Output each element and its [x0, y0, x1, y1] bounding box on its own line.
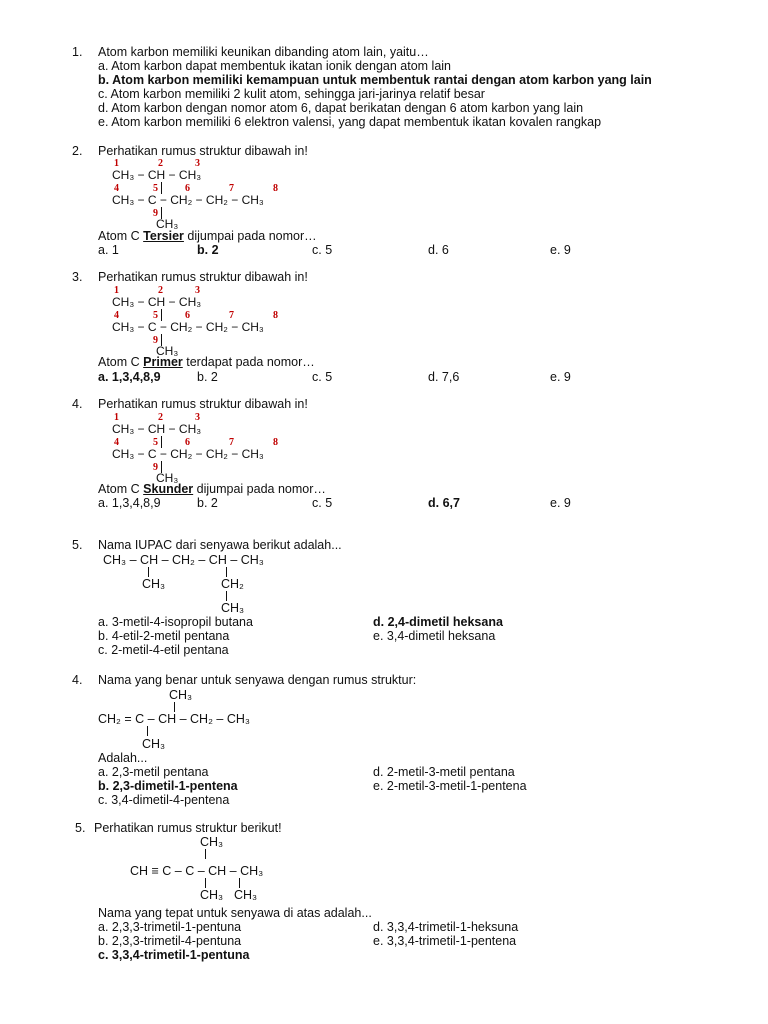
- option-c: c. 5: [312, 496, 333, 510]
- question-ask: Atom C Tersier dijumpai pada nomor…: [98, 229, 317, 243]
- carbon-number: 3: [195, 412, 200, 423]
- structure-row-2: CH₃ − C − CH₂ − CH₂ − CH₃: [112, 447, 264, 461]
- carbon-number: 8: [273, 310, 278, 321]
- carbon-number: 2: [158, 412, 163, 423]
- carbon-number: 9: [153, 208, 158, 219]
- option-a: a. 3-metil-4-isopropil butana: [98, 615, 253, 629]
- option-c-answer: c. 3,3,4-trimetil-1-pentuna: [98, 948, 250, 962]
- option-b-answer: b. Atom karbon memiliki kemampuan untuk membentuk rantai dengan atom karbon yang lain: [98, 73, 652, 87]
- option-c: c. 5: [312, 243, 333, 257]
- option-d: d. Atom karbon dengan nomor atom 6, dapat berikatan dengan 6 atom karbon yang lain: [98, 101, 584, 115]
- option-e: e. 9: [550, 243, 571, 257]
- carbon-number: 2: [158, 158, 163, 169]
- carbon-number: 5: [153, 183, 158, 194]
- question-number: 5.: [72, 538, 83, 552]
- option-b: b. 2: [197, 370, 218, 384]
- question-ask: Atom C Skunder dijumpai pada nomor…: [98, 482, 326, 496]
- option-a: a. 1: [98, 243, 119, 257]
- option-e: e. Atom karbon memiliki 6 elektron valensi, yang dapat membentuk ikatan kovalen rangkap: [98, 115, 602, 129]
- structure-row-1: CH₃ − CH − CH₃: [112, 295, 202, 309]
- bond-line: [205, 849, 206, 859]
- question-text: Perhatikan rumus struktur berikut!: [94, 821, 282, 835]
- structure-row-3: CH₃: [156, 471, 179, 485]
- carbon-number: 7: [229, 437, 234, 448]
- option-a: a. 1,3,4,8,9: [98, 496, 161, 510]
- substituent-bottom: CH₃: [234, 888, 258, 902]
- carbon-number: 5: [153, 310, 158, 321]
- substituent: CH₂: [221, 577, 244, 591]
- bond-line: [239, 878, 240, 888]
- option-d: d. 6: [428, 243, 449, 257]
- option-a: a. 2,3,3-trimetil-1-pentuna: [98, 920, 242, 934]
- bond-line: [205, 878, 206, 888]
- option-c: c. Atom karbon memiliki 2 kulit atom, sehingga jari-jarinya relatif besar: [98, 87, 485, 101]
- question-number: 4.: [72, 397, 83, 411]
- option-b: b. 2,3,3-trimetil-4-pentuna: [98, 934, 242, 948]
- structure-row-3: CH₃: [156, 344, 179, 358]
- question-text: Atom karbon memiliki keunikan dibanding atom lain, yaitu…: [98, 45, 429, 59]
- carbon-number: 8: [273, 183, 278, 194]
- bond-line: [226, 591, 227, 601]
- carbon-number: 6: [185, 437, 190, 448]
- option-b-answer: b. 2,3-dimetil-1-pentena: [98, 779, 238, 793]
- bond-line: [174, 702, 175, 712]
- substituent-top: CH₃: [169, 688, 193, 702]
- option-e: e. 3,3,4-trimetil-1-pentena: [373, 934, 517, 948]
- structure-row-3: CH₃: [156, 217, 179, 231]
- carbon-number: 1: [114, 412, 119, 423]
- bond-line: [226, 567, 227, 577]
- carbon-number: 8: [273, 437, 278, 448]
- option-d: d. 7,6: [428, 370, 460, 384]
- option-a: a. 2,3-metil pentana: [98, 765, 209, 779]
- question-text: Perhatikan rumus struktur dibawah in!: [98, 397, 308, 411]
- option-a: a. Atom karbon dapat membentuk ikatan ionik dengan atom lain: [98, 59, 451, 73]
- structure-chain: CH₃ – CH – CH₂ – CH – CH₃: [103, 553, 264, 567]
- question-number: 2.: [72, 144, 83, 158]
- carbon-number: 4: [114, 183, 119, 194]
- carbon-number: 6: [185, 183, 190, 194]
- substituent: CH₃: [221, 601, 245, 615]
- question-number: 5.: [75, 821, 86, 835]
- question-number: 3.: [72, 270, 83, 284]
- substituent-bottom: CH₃: [200, 888, 224, 902]
- bond-line: [147, 726, 148, 736]
- structure-row-2: CH₃ − C − CH₂ − CH₂ − CH₃: [112, 193, 264, 207]
- option-e: e. 2-metil-3-metil-1-pentena: [373, 779, 527, 793]
- carbon-number: 2: [158, 285, 163, 296]
- structure-chain: CH ≡ C – C – CH – CH₃: [130, 864, 264, 878]
- option-e: e. 3,4-dimetil heksana: [373, 629, 496, 643]
- carbon-number: 9: [153, 462, 158, 473]
- carbon-number: 9: [153, 335, 158, 346]
- structure-row-1: CH₃ − CH − CH₃: [112, 168, 202, 182]
- option-a-answer: a. 1,3,4,8,9: [98, 370, 161, 384]
- carbon-number: 6: [185, 310, 190, 321]
- substituent-top: CH₃: [200, 835, 224, 849]
- carbon-number: 4: [114, 437, 119, 448]
- carbon-number: 1: [114, 285, 119, 296]
- carbon-number: 4: [114, 310, 119, 321]
- option-d: d. 3,3,4-trimetil-1-heksuna: [373, 920, 519, 934]
- option-b-answer: b. 2: [197, 243, 219, 257]
- carbon-number: 5: [153, 437, 158, 448]
- substituent: CH₃: [142, 577, 166, 591]
- option-c: c. 2-metil-4-etil pentana: [98, 643, 229, 657]
- question-number: 1.: [72, 45, 83, 59]
- bond-line: [148, 567, 149, 577]
- carbon-number: 7: [229, 183, 234, 194]
- structure-row-1: CH₃ − CH − CH₃: [112, 422, 202, 436]
- substituent-bottom: CH₃: [142, 737, 166, 751]
- option-b: b. 4-etil-2-metil pentana: [98, 629, 230, 643]
- option-b: b. 2: [197, 496, 218, 510]
- option-c: c. 3,4-dimetil-4-pentena: [98, 793, 230, 807]
- option-e: e. 9: [550, 370, 571, 384]
- option-e: e. 9: [550, 496, 571, 510]
- carbon-number: 3: [195, 158, 200, 169]
- carbon-number: 7: [229, 310, 234, 321]
- carbon-number: 1: [114, 158, 119, 169]
- option-c: c. 5: [312, 370, 333, 384]
- question-ask: Atom C Primer terdapat pada nomor…: [98, 355, 315, 369]
- option-d-answer: d. 2,4-dimetil heksana: [373, 615, 503, 629]
- question-number: 4.: [72, 673, 83, 687]
- question-text: Perhatikan rumus struktur dibawah in!: [98, 270, 308, 284]
- option-d-answer: d. 6,7: [428, 496, 460, 510]
- carbon-number: 3: [195, 285, 200, 296]
- question-ask: Adalah...: [98, 751, 148, 765]
- question-text: Perhatikan rumus struktur dibawah in!: [98, 144, 308, 158]
- option-d: d. 2-metil-3-metil pentana: [373, 765, 515, 779]
- question-text: Nama yang benar untuk senyawa dengan rumus struktur:: [98, 673, 417, 687]
- structure-row-2: CH₃ − C − CH₂ − CH₂ − CH₃: [112, 320, 264, 334]
- question-ask: Nama yang tepat untuk senyawa di atas adalah...: [98, 906, 372, 920]
- structure-chain: CH₂ = C – CH – CH₂ – CH₃: [98, 712, 250, 726]
- question-text: Nama IUPAC dari senyawa berikut adalah...: [98, 538, 342, 552]
